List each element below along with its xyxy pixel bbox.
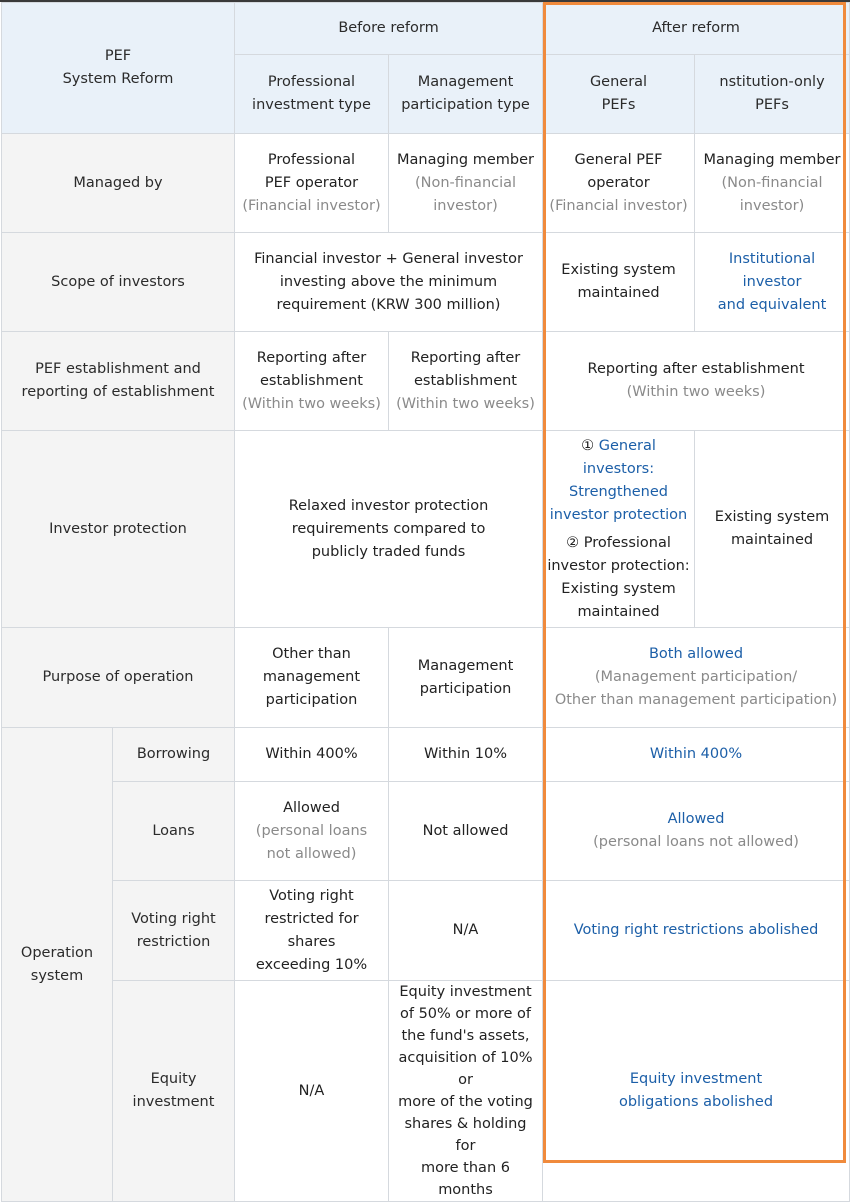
row-label-operation-system: [2, 728, 113, 1202]
cell-line: acquisition of 10% or: [398, 1050, 533, 1088]
cell-note: not allowed): [266, 845, 357, 862]
cell-line: Other than: [272, 646, 351, 662]
table-row: [2, 332, 850, 431]
cell-line: establishment: [260, 372, 363, 389]
row-label-line: Operation: [20, 944, 94, 961]
after-reform-header: After reform: [543, 3, 850, 55]
cell-line: of 50% or more of: [400, 1006, 532, 1022]
cell-line: Reporting after: [410, 349, 521, 366]
cell-loans-management: Not allowed: [389, 782, 543, 881]
cell-voting-after: Voting right restrictions abolished: [543, 881, 850, 981]
cell-line: Institutional: [728, 250, 816, 267]
cell-line: maintained: [577, 285, 660, 301]
cell-note: (Financial investor): [549, 197, 688, 214]
cell-borrowing-professional: Within 400%: [235, 728, 389, 782]
cell-line: requirement (KRW 300 million): [276, 296, 501, 313]
protection-item-1: [547, 435, 690, 481]
cell-note: (Within two weeks): [626, 384, 766, 400]
cell-note: (Financial investor): [242, 197, 381, 214]
cell-line: the fund's assets,: [401, 1028, 530, 1044]
cell-line: participation: [265, 692, 358, 708]
cell-purpose-management: [389, 628, 543, 728]
cell-line: Allowed: [667, 811, 725, 827]
cell-note: (Within two weeks): [242, 395, 381, 412]
cell-line: Reporting after: [256, 349, 367, 366]
table-row: [2, 134, 850, 233]
cell-protection-before: [235, 431, 543, 628]
col-header-line: nstitution-only: [719, 74, 825, 90]
corner-header-line: PEF: [104, 48, 132, 64]
cell-loans-after: [543, 782, 850, 881]
cell-managed-institution: [695, 134, 850, 233]
cell-line: publicly traded funds: [311, 543, 466, 560]
row-label-line: reporting of establishment: [21, 384, 215, 400]
cell-line: exceeding 10%: [255, 956, 368, 973]
cell-note: (Within two weeks): [396, 395, 535, 412]
cell-line: General PEF: [574, 151, 663, 168]
cell-scope-general: [543, 233, 695, 332]
before-reform-header: Before reform: [235, 3, 543, 55]
cell-note: (Non-financial: [414, 174, 517, 191]
cell-note: Other than management participation): [554, 692, 838, 708]
sub-label-line: investment: [132, 1094, 215, 1110]
cell-line: investor protection: [549, 506, 688, 523]
corner-header-line: System Reform: [62, 71, 174, 87]
cell-line: Existing system: [561, 262, 676, 278]
cell-voting-professional: [235, 881, 389, 981]
table-row: [2, 981, 850, 1202]
cell-note: investor): [433, 197, 498, 214]
cell-purpose-after: [543, 628, 850, 728]
cell-line: Equity investment: [629, 1071, 763, 1087]
cell-line: PEF operator: [264, 174, 359, 191]
cell-protection-institution: [695, 431, 850, 628]
col-header-general-pefs: [543, 55, 695, 134]
cell-line: Professional: [267, 151, 356, 168]
col-header-line: Management: [417, 74, 514, 90]
cell-line: Managing member: [703, 151, 841, 168]
col-header-line: General: [589, 74, 648, 90]
cell-line: Managing member: [397, 151, 534, 168]
cell-establishment-management: [389, 332, 543, 431]
cell-borrowing-management: Within 10%: [389, 728, 543, 782]
col-header-institution-pefs: [695, 55, 850, 134]
cell-line: maintained: [730, 532, 814, 548]
pef-reform-table: [1, 2, 850, 1202]
sub-label-line: Equity: [150, 1071, 197, 1087]
row-label-line: PEF establishment and: [35, 361, 201, 377]
col-header-line: PEFs: [601, 97, 636, 113]
cell-note: (Management participation/: [594, 669, 798, 685]
sub-label-line: Voting right: [131, 910, 216, 927]
cell-purpose-professional: [235, 628, 389, 728]
sub-label-equity: [113, 981, 235, 1202]
cell-line: shares & holding for: [404, 1116, 527, 1154]
cell-line: obligations abolished: [618, 1094, 774, 1110]
sub-label-loans: Loans: [113, 782, 235, 881]
row-label-purpose: Purpose of operation: [2, 628, 235, 728]
cell-loans-professional: [235, 782, 389, 881]
cell-line: establishment: [414, 372, 517, 389]
cell-scope-institution: [695, 233, 850, 332]
cell-managed-management: [389, 134, 543, 233]
sub-label-voting: [113, 881, 235, 981]
row-label-managed-by: Managed by: [2, 134, 235, 233]
cell-line: Equity investment: [399, 984, 532, 1000]
col-header-management: [389, 55, 543, 134]
col-header-professional: [235, 55, 389, 134]
cell-line: investor: [742, 273, 802, 290]
cell-borrowing-after: Within 400%: [543, 728, 850, 782]
cell-line: more than 6 months: [421, 1160, 510, 1198]
cell-equity-management: [389, 981, 543, 1202]
cell-line: management: [262, 669, 361, 685]
cell-establishment-professional: [235, 332, 389, 431]
cell-line: Management: [417, 657, 514, 674]
row-label-line: system: [30, 967, 84, 984]
col-header-line: participation type: [401, 97, 530, 113]
cell-line: Voting right: [269, 887, 354, 904]
circled-one-marker: ①: [581, 437, 595, 454]
cell-scope-before: [235, 233, 543, 332]
cell-protection-general: [543, 431, 695, 628]
sub-label-line: restriction: [136, 933, 211, 950]
row-label-establishment: [2, 332, 235, 431]
cell-line: investor protection:: [547, 557, 690, 574]
cell-note: (Non-financial: [721, 174, 823, 191]
cell-line: restricted for shares: [264, 910, 359, 950]
cell-note: (personal loans not allowed): [593, 834, 799, 850]
cell-line: Allowed: [283, 799, 340, 816]
table-row: [2, 233, 850, 332]
row-label-protection: Investor protection: [2, 431, 235, 628]
cell-line: more of the voting: [398, 1094, 533, 1110]
cell-line: Both allowed: [648, 646, 744, 662]
cell-line: Financial investor + General investor: [254, 250, 523, 267]
col-header-line: Professional: [267, 74, 356, 90]
col-header-line: PEFs: [755, 97, 789, 113]
cell-line: Professional: [583, 534, 671, 551]
cell-line: General investors:: [582, 437, 656, 477]
protection-item-2: [547, 532, 690, 555]
cell-note: investor): [739, 197, 805, 214]
cell-line: Existing system: [714, 509, 830, 525]
table-row: [2, 782, 850, 881]
cell-line: Strengthened: [569, 483, 668, 500]
cell-line: Existing system: [561, 580, 676, 597]
circled-two-marker: ②: [566, 534, 580, 551]
table-row: [2, 728, 850, 782]
cell-note: (personal loans: [255, 822, 368, 839]
corner-header: [2, 3, 235, 134]
cell-equity-after: [543, 981, 850, 1202]
sub-label-borrowing: Borrowing: [113, 728, 235, 782]
cell-line: operator: [587, 174, 650, 191]
cell-line: Reporting after establishment: [587, 361, 805, 377]
cell-voting-management: N/A: [389, 881, 543, 981]
cell-establishment-after: [543, 332, 850, 431]
table-row: [2, 628, 850, 728]
cell-line: investing above the minimum: [279, 273, 498, 290]
row-label-scope: Scope of investors: [2, 233, 235, 332]
cell-line: and equivalent: [717, 296, 827, 313]
table-row: [2, 881, 850, 981]
cell-line: Relaxed investor protection: [288, 497, 489, 514]
cell-line: participation: [419, 680, 512, 697]
table-row: [2, 431, 850, 628]
cell-managed-general: [543, 134, 695, 233]
cell-equity-professional: N/A: [235, 981, 389, 1202]
cell-managed-professional: [235, 134, 389, 233]
cell-line: requirements compared to: [291, 520, 486, 537]
col-header-line: investment type: [252, 97, 371, 113]
cell-line: maintained: [577, 603, 660, 620]
